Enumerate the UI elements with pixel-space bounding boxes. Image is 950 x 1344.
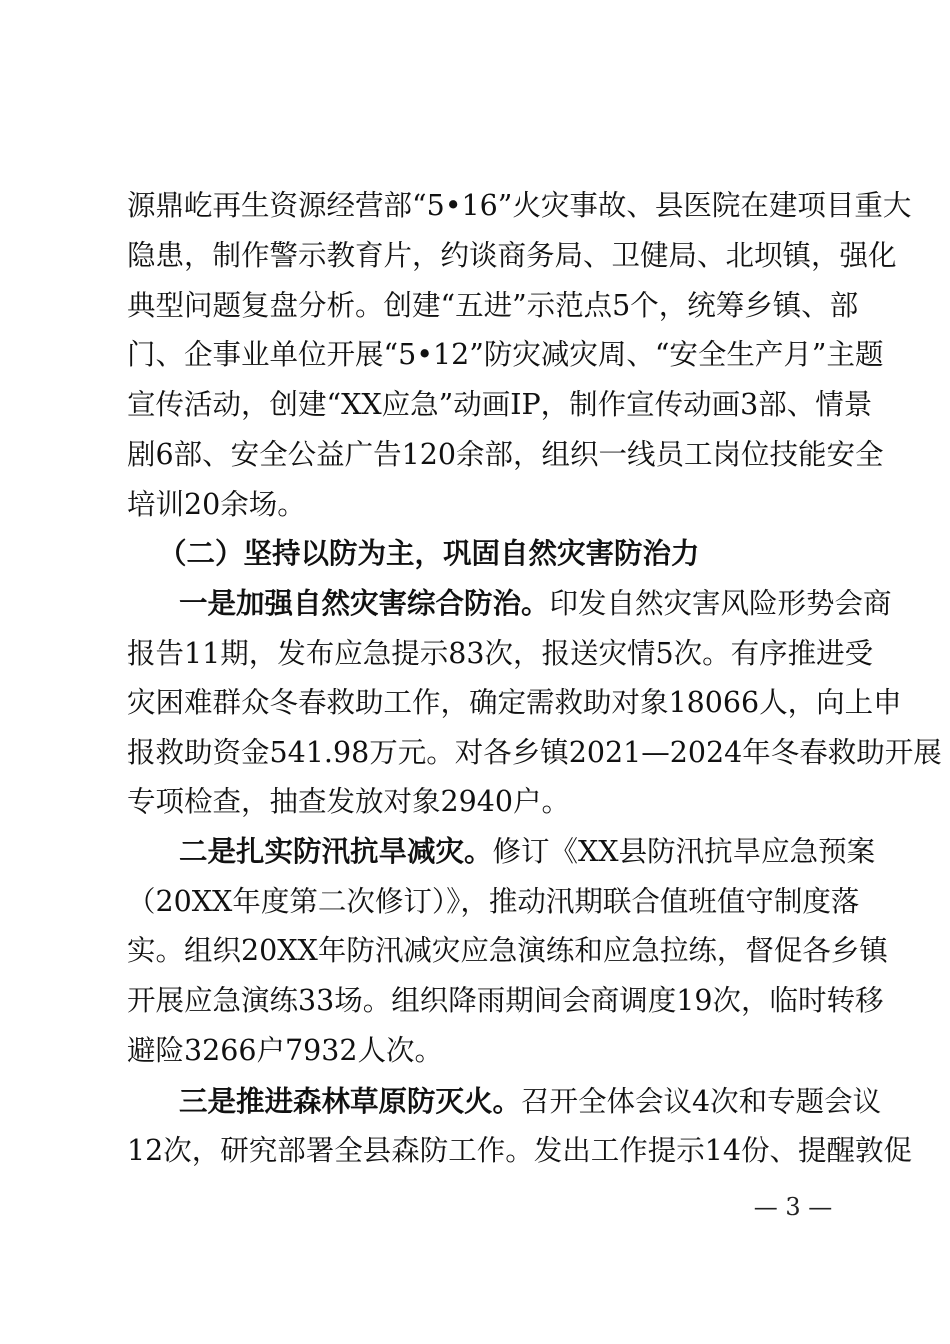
paragraph-lead: 三是推进森林草原防灭火。 (179, 1085, 522, 1118)
paragraph-text: 修订《XX县防汛抗旱应急预案 (492, 835, 876, 868)
body-line: 实。组织20XX年防汛减灾应急演练和应急拉练，督促各乡镇 (127, 934, 888, 967)
body-line: 12次，研究部署全县森防工作。发出工作提示14份、提醒敦促 (127, 1134, 913, 1167)
body-line: 灾困难群众冬春救助工作，确定需救助对象18066人，向上申 (127, 686, 902, 719)
paragraph-first-line (179, 1082, 882, 1122)
body-line: 避险3266户7932人次。 (127, 1034, 444, 1067)
body-line: 培训20余场。 (127, 488, 306, 521)
section-heading: （二）坚持以防为主，巩固自然灾害防治力 (158, 537, 700, 570)
paragraph-text: 召开全体会议4次和专题会议 (521, 1085, 882, 1118)
body-line: 门、企事业单位开展“5•12”防灾减灾周、“安全生产月”主题 (127, 338, 884, 371)
body-line: 宣传活动，创建“XX应急”动画IP，制作宣传动画3部、情景 (127, 388, 873, 421)
paragraph-first-line (179, 832, 876, 872)
paragraph-text: 印发自然灾害风险形势会商 (549, 587, 892, 620)
paragraph-first-line (179, 584, 892, 624)
body-line: 报救助资金541.98万元。对各乡镇2021—2024年冬春救助开展 (127, 736, 942, 769)
body-line: 剧6部、安全公益广告120余部，组织一线员工岗位技能安全 (127, 438, 884, 471)
body-line: 开展应急演练33场。组织降雨期间会商调度19次，临时转移 (127, 984, 884, 1017)
body-line: 源鼎屹再生资源经营部“5•16”火灾事故、县医院在建项目重大 (127, 189, 912, 222)
body-line: 专项检查，抽查发放对象2940户。 (127, 785, 571, 818)
body-line: 隐患，制作警示教育片，约谈商务局、卫健局、北坝镇，强化 (127, 239, 897, 272)
paragraph-lead: 二是扎实防汛抗旱减灾。 (179, 835, 493, 868)
page-number: — 3 — (753, 1193, 833, 1221)
paragraph-lead: 一是加强自然灾害综合防治。 (179, 587, 550, 620)
body-line: 报告11期，发布应急提示83次，报送灾情5次。有序推进受 (127, 637, 874, 670)
body-line: （20XX年度第二次修订）》，推动汛期联合值班值守制度落 (127, 885, 860, 918)
body-line: 典型问题复盘分析。创建“五进”示范点5个，统筹乡镇、部 (127, 289, 859, 322)
